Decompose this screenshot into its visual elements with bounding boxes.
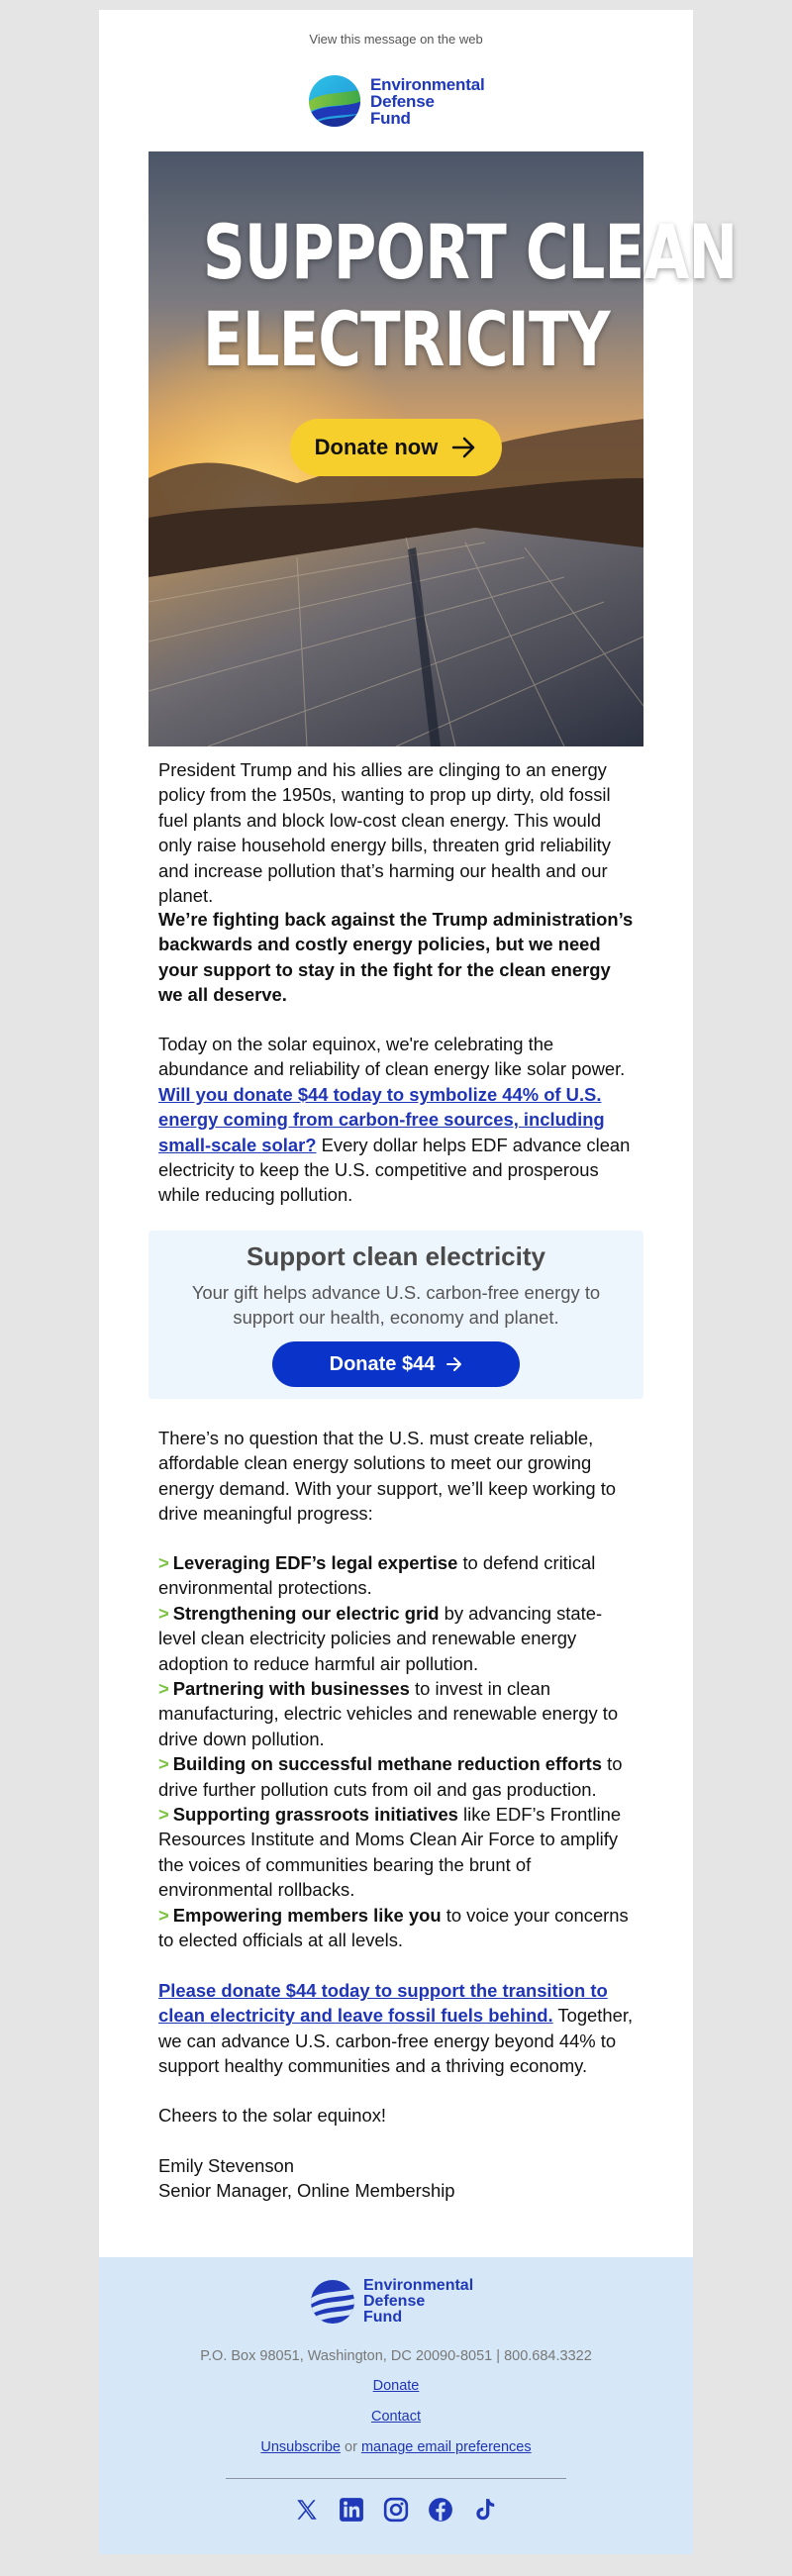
progress-bullet-list bbox=[158, 1550, 634, 1953]
donate-now-label: Donate now bbox=[314, 435, 439, 459]
closing-text: Cheers to the solar equinox! bbox=[158, 2105, 387, 2126]
list-item bbox=[158, 1802, 634, 1903]
donate-44-button[interactable] bbox=[272, 1341, 520, 1387]
email-container bbox=[99, 10, 738, 2554]
footer-donate-link[interactable]: Donate bbox=[372, 2378, 420, 2394]
please-donate-link[interactable]: Please donate $44 today to support the transition to clean electricity and leave fossil fuels behind. bbox=[158, 1980, 608, 2027]
list-item bbox=[158, 1676, 634, 1751]
bullet-bold: Strengthening our electric grid bbox=[172, 1602, 440, 1624]
brand-line-1: Environmental bbox=[370, 74, 485, 94]
linkedin-icon[interactable] bbox=[337, 2495, 366, 2525]
facebook-icon[interactable] bbox=[426, 2495, 455, 2525]
donate-44-link[interactable]: Will you donate $44 today to symbolize 44% of U.S. energy coming from carbon-free sources, including small-scale solar? bbox=[158, 1083, 605, 1155]
footer-edf-logo[interactable] bbox=[309, 2277, 487, 2327]
arrow-right-icon bbox=[446, 1357, 462, 1371]
hero-headline bbox=[203, 208, 738, 383]
closing bbox=[158, 2103, 634, 2128]
arrow-right-icon bbox=[451, 437, 477, 458]
equinox-intro-text: Today on the solar equinox, we're celebrating the abundance and reliability of clean energy like solar power. bbox=[158, 1034, 626, 1080]
x-icon[interactable] bbox=[292, 2495, 322, 2525]
bullet-bold: Empowering members like you bbox=[172, 1904, 442, 1926]
paragraph-progress bbox=[158, 1426, 634, 1527]
tiktok-icon[interactable] bbox=[470, 2495, 500, 2525]
chevron-right-icon: > bbox=[158, 1552, 169, 1573]
footer-address: P.O. Box 98051, Washington, DC 20090-8051 | 800.684.3322 bbox=[200, 2348, 592, 2364]
edf-logo-icon bbox=[307, 73, 362, 129]
signature bbox=[158, 2153, 634, 2204]
or-text: or bbox=[345, 2439, 357, 2455]
bullet-bold: Supporting grassroots initiatives bbox=[172, 1804, 458, 1826]
list-item bbox=[158, 1903, 634, 1953]
bullet-text: to invest in clean manufacturing, electric vehicles and renewable energy to drive down pollution. bbox=[158, 1678, 619, 1749]
bullet-bold: Building on successful methane reduction efforts bbox=[172, 1753, 603, 1775]
list-item bbox=[158, 1601, 634, 1676]
hero-headline-line-2: ELECTRICITY bbox=[203, 295, 610, 383]
callout-title: Support clean electricity bbox=[247, 1241, 545, 1271]
bullet-text: like EDF’s Frontline Resources Institute and Moms Clean Air Force to amplify the voices of communities bearing the brunt of environmental rollbacks. bbox=[158, 1804, 622, 1901]
manage-preferences-link[interactable]: manage email preferences bbox=[360, 2439, 532, 2455]
bullet-text: to drive further pollution cuts from oil and gas production. bbox=[158, 1753, 623, 1800]
paragraph-fighting-back bbox=[158, 907, 634, 1008]
bullet-text: to defend critical environmental protections. bbox=[158, 1552, 596, 1599]
footer-donate-row bbox=[99, 2378, 693, 2394]
chevron-right-icon: > bbox=[158, 1904, 169, 1926]
footer-contact-row bbox=[99, 2409, 693, 2425]
donate-callout-box bbox=[148, 1231, 644, 1399]
edf-logo[interactable] bbox=[307, 71, 495, 131]
chevron-right-icon: > bbox=[158, 1753, 169, 1775]
chevron-right-icon: > bbox=[158, 1804, 169, 1826]
paragraph-please-donate bbox=[158, 1978, 634, 2079]
paragraph-fighting-back-text: We’re fighting back against the Trump administration’s backwards and costly energy policies, but we need your support to stay in the fight for the clean energy we all deserve. bbox=[158, 909, 634, 1006]
footer bbox=[99, 2257, 693, 2554]
paragraph-intro-text: President Trump and his allies are clinging to an energy policy from the 1950s, wanting to prop up dirty, old fossil fuel plants and block low-cost clean energy. This would only raise household energy bills, threaten grid reliability and increase pollution that’s harming our health and our planet. bbox=[158, 759, 611, 907]
list-item bbox=[158, 1550, 634, 1601]
preheader bbox=[99, 32, 693, 47]
footer-contact-link[interactable]: Contact bbox=[371, 2409, 421, 2425]
signer-title: Senior Manager, Online Membership bbox=[158, 2180, 455, 2202]
equinox-outro-text: Every dollar helps EDF advance clean electricity to keep the U.S. competitive and prosperous while reducing pollution. bbox=[158, 1134, 631, 1206]
paragraph-progress-text: There’s no question that the U.S. must create reliable, affordable clean energy solutions to meet our growing energy demand. With your support, we’ll keep working to drive meaningful progress: bbox=[158, 1428, 617, 1525]
footer-prefs-row bbox=[99, 2439, 693, 2455]
footer-divider bbox=[226, 2478, 566, 2479]
footer-wordmark bbox=[363, 2278, 473, 2326]
unsubscribe-link[interactable]: Unsubscribe bbox=[260, 2439, 341, 2455]
instagram-icon[interactable] bbox=[381, 2495, 411, 2525]
paragraph-intro bbox=[158, 757, 634, 908]
brand-line-2: Defense bbox=[370, 91, 435, 111]
donate-44-button-label: Donate $44 bbox=[329, 1352, 436, 1375]
edf-wordmark bbox=[370, 76, 484, 127]
donate-now-button[interactable] bbox=[290, 419, 502, 476]
please-donate-outro: Together, we can advance U.S. carbon-free energy beyond 44% to support healthy communities and a thriving economy. bbox=[158, 2005, 634, 2077]
chevron-right-icon: > bbox=[158, 1602, 169, 1624]
hero-headline-line-1: SUPPORT CLEAN bbox=[203, 208, 738, 296]
hero-banner[interactable] bbox=[148, 151, 738, 746]
brand-line-3: Fund bbox=[370, 108, 411, 128]
chevron-right-icon: > bbox=[158, 1678, 169, 1700]
callout-subtitle: Your gift helps advance U.S. carbon-free energy to support our health, economy and planet. bbox=[191, 1282, 601, 1328]
bullet-bold: Partnering with businesses bbox=[172, 1678, 410, 1700]
bullet-bold: Leveraging EDF’s legal expertise bbox=[172, 1552, 458, 1573]
brand-line-1: Environmental bbox=[363, 2277, 474, 2294]
social-links bbox=[99, 2495, 693, 2525]
signer-name: Emily Stevenson bbox=[158, 2155, 294, 2176]
view-on-web-link[interactable]: View this message on the web bbox=[309, 32, 483, 47]
brand-line-3: Fund bbox=[363, 2309, 403, 2326]
brand-line-2: Defense bbox=[363, 2293, 426, 2310]
edf-logo-icon bbox=[309, 2278, 356, 2326]
list-item bbox=[158, 1751, 634, 1802]
paragraph-equinox bbox=[158, 1032, 634, 1208]
bullet-text: to voice your concerns to elected officials at all levels. bbox=[158, 1904, 629, 1951]
bullet-text: by advancing state-level clean electricity policies and renewable energy adoption to reduce harmful air pollution. bbox=[158, 1602, 603, 1674]
